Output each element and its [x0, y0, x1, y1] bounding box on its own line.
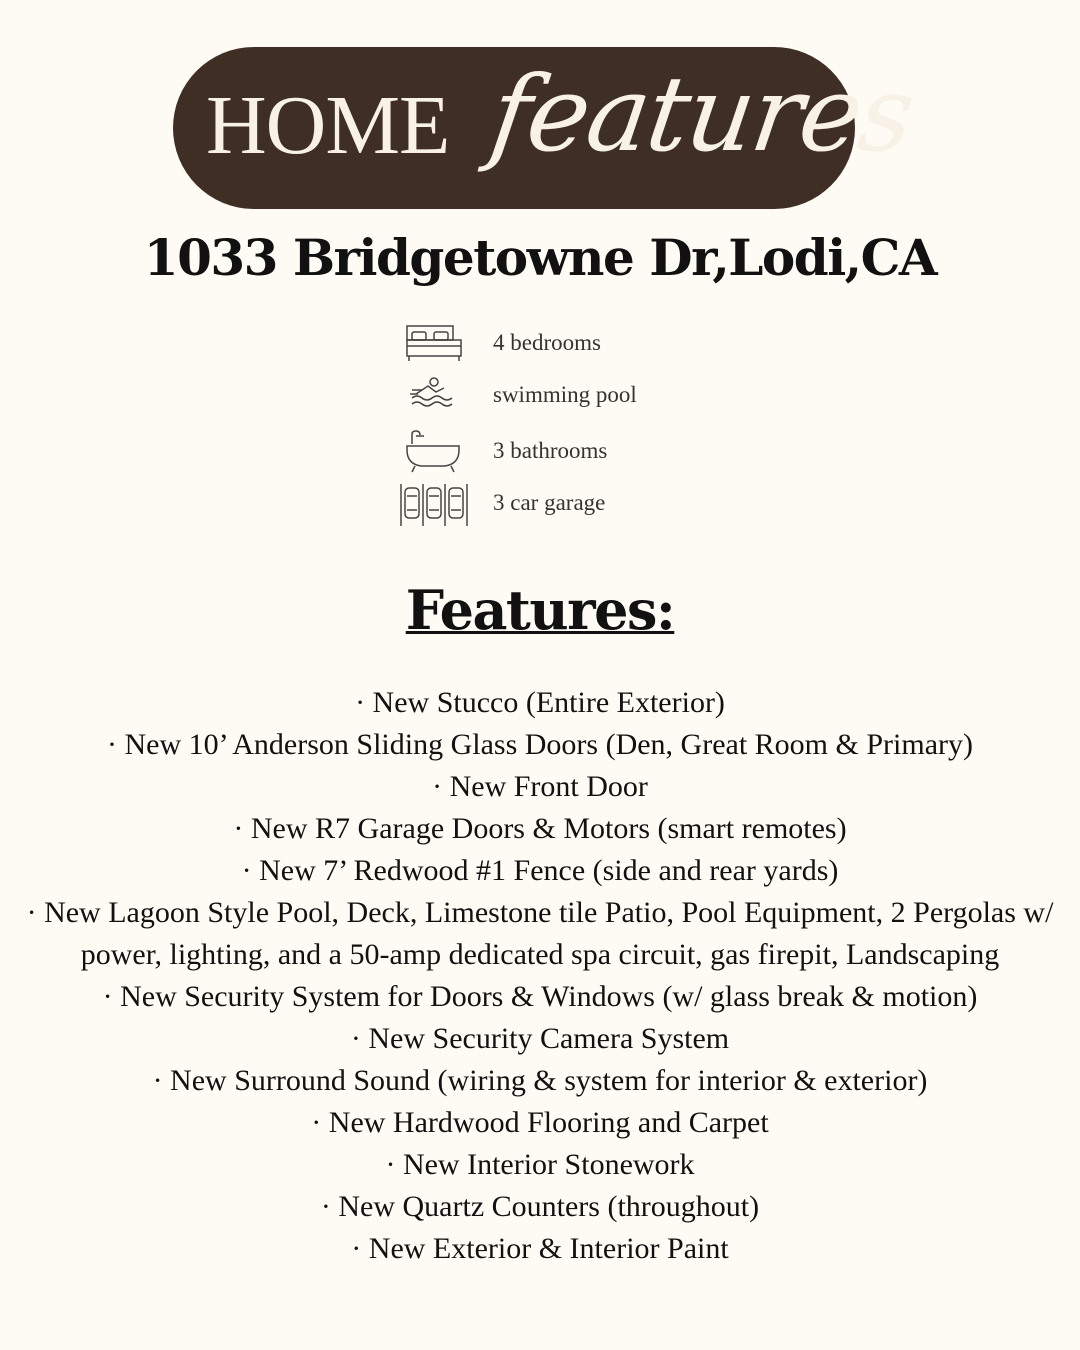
feature-item: · New Stucco (Entire Exterior): [355, 686, 725, 719]
bed-icon: [398, 322, 462, 364]
amenity-bathrooms: [396, 428, 716, 474]
feature-item: · New 10’ Anderson Sliding Glass Doors (Den, Great Room & Primary): [107, 728, 973, 761]
amenity-label: 3 bathrooms: [493, 438, 608, 463]
bathtub-icon: [398, 430, 462, 474]
swimmer-icon: [398, 374, 462, 416]
banner-title-home: HOME: [206, 79, 450, 172]
feature-item: · New Surround Sound (wiring & system for interior & exterior): [152, 1064, 928, 1097]
feature-item: · New Front Door: [432, 770, 648, 803]
feature-item: · New 7’ Redwood #1 Fence (side and rear yards): [241, 854, 839, 887]
features-heading: Features:: [405, 578, 675, 642]
amenity-pool: [396, 372, 716, 418]
garage-cars-icon: [398, 482, 470, 528]
feature-item: · New Lagoon Style Pool, Deck, Limestone tile Patio, Pool Equipment, 2 Pergolas w/ power, lighting, and a 50-amp dedicated spa circuit, gas firepit, Landscaping: [26, 896, 1054, 971]
banner-title-features: features: [483, 53, 921, 175]
amenity-label: 3 car garage: [493, 490, 606, 515]
features-list: [10, 682, 1070, 1270]
amenity-bedrooms: [396, 320, 716, 366]
property-address: 1033 Bridgetowne Dr,Lodi,CA: [143, 228, 937, 287]
feature-item: · New Hardwood Flooring and Carpet: [311, 1106, 769, 1139]
feature-item: · New Exterior & Interior Paint: [351, 1232, 729, 1265]
amenity-label: swimming pool: [493, 382, 637, 407]
feature-item: · New Quartz Counters (throughout): [320, 1190, 760, 1223]
amenity-label: 4 bedrooms: [493, 330, 601, 355]
feature-item: · New Interior Stonework: [385, 1148, 695, 1181]
feature-item: · New Security Camera System: [350, 1022, 730, 1055]
feature-item: · New Security System for Doors & Windows (w/ glass break & motion): [102, 980, 978, 1013]
feature-item: · New R7 Garage Doors & Motors (smart remotes): [233, 812, 847, 845]
amenity-garage: [396, 480, 716, 526]
